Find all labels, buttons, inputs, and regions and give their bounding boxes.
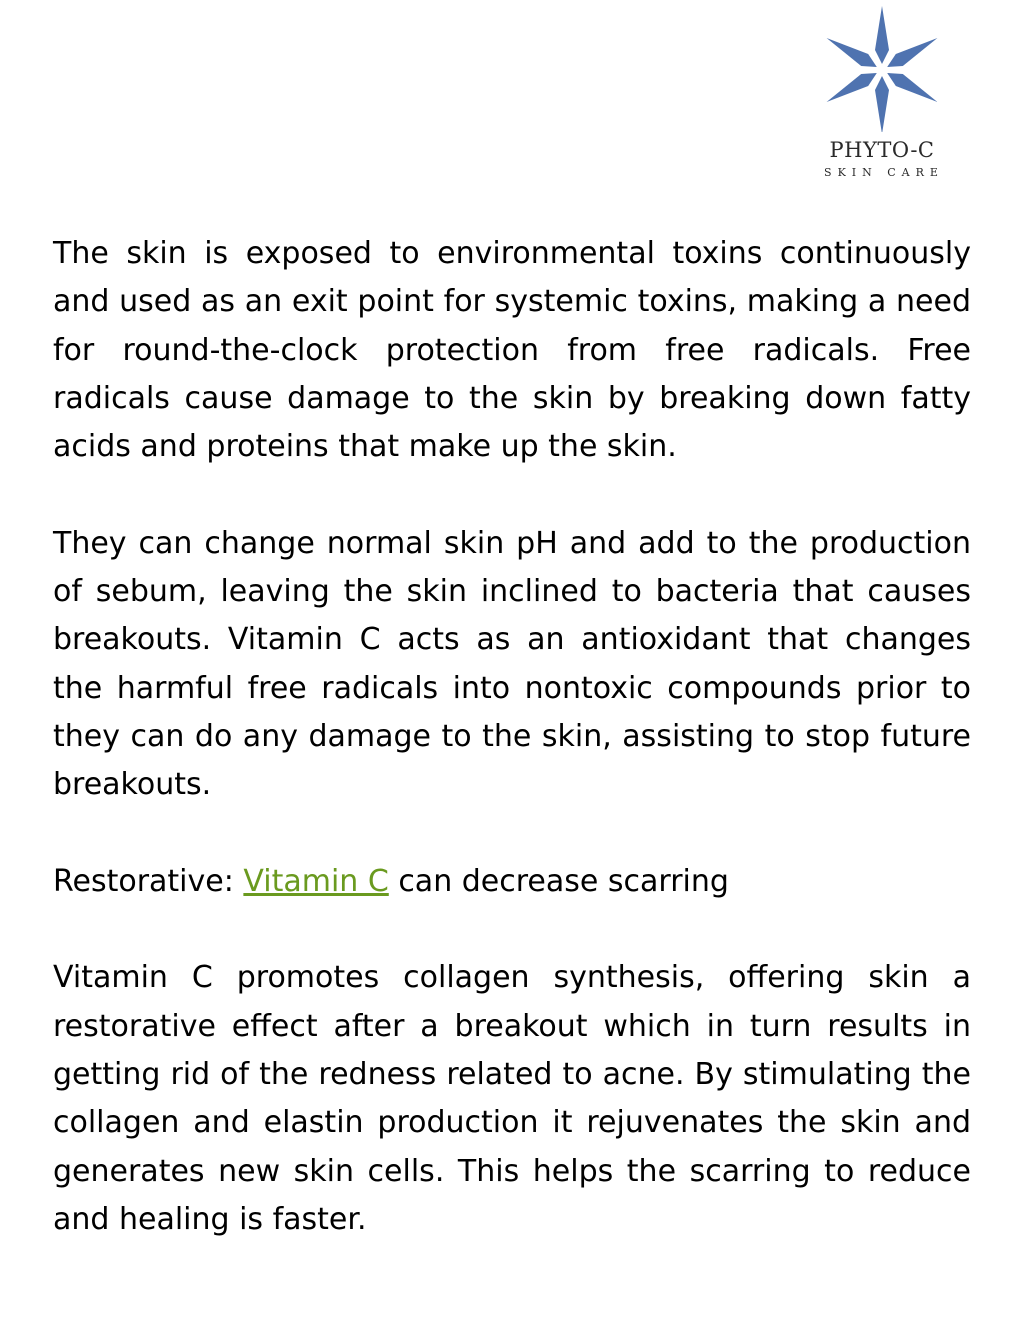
star-logo-icon: [824, 4, 940, 132]
restorative-suffix: can decrease scarring: [388, 863, 729, 899]
restorative-line: [53, 858, 971, 906]
vitamin-c-link[interactable]: Vitamin C: [243, 863, 389, 899]
paragraph-toxins: The skin is exposed to environmental toxins continuously and used as an exit point for systemic toxins, making a need for round-the-clock protection from free radicals. Free radicals cause damage to the skin by breaking down fatty acids and proteins that make up the skin.: [53, 236, 971, 465]
logo-tagline: SKIN CARE: [824, 166, 944, 179]
article-body: [53, 230, 971, 1293]
brand-logo: [812, 4, 952, 184]
paragraph-antioxidant: They can change normal skin pH and add to the production of sebum, leaving the skin inclined to bacteria that causes breakouts. Vitamin C acts as an antioxidant that changes the harmful free radicals into nontoxic compounds prior to they can do any damage to the skin, assisting to stop future breakouts.: [53, 525, 971, 803]
restorative-prefix: Restorative:: [53, 863, 244, 899]
logo-brand-name: PHYTO-C: [829, 138, 935, 162]
paragraph-collagen: Vitamin C promotes collagen synthesis, offering skin a restorative effect after a breakout which in turn results in getting rid of the redness related to acne. By stimulating the collagen and elastin production it rejuvenates the skin and generates new skin cells. This helps the scarring to reduce and healing is faster.: [53, 960, 971, 1237]
